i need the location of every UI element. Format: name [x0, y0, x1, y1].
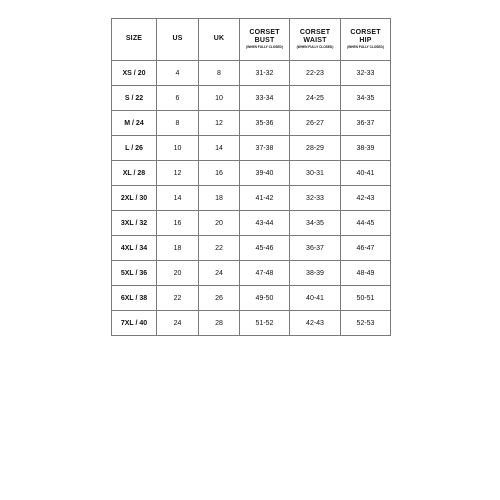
- size-cell: M / 24: [112, 111, 157, 136]
- hip-cell: 52-53: [341, 311, 391, 336]
- header-hip-line2: HIP: [359, 37, 372, 45]
- us-cell: 6: [157, 86, 199, 111]
- size-cell: XL / 28: [112, 161, 157, 186]
- hip-cell: 38-39: [341, 136, 391, 161]
- header-waist-line2: WAIST: [303, 37, 327, 45]
- uk-cell: 24: [199, 261, 240, 286]
- bust-cell: 49-50: [240, 286, 290, 311]
- hip-cell: 48-49: [341, 261, 391, 286]
- us-cell: 22: [157, 286, 199, 311]
- bust-cell: 51-52: [240, 311, 290, 336]
- uk-cell: 14: [199, 136, 240, 161]
- size-cell: 5XL / 36: [112, 261, 157, 286]
- waist-cell: 34-35: [290, 211, 341, 236]
- uk-cell: 26: [199, 286, 240, 311]
- size-cell: 4XL / 34: [112, 236, 157, 261]
- bust-cell: 43-44: [240, 211, 290, 236]
- table-row: [112, 161, 391, 186]
- waist-cell: 36-37: [290, 236, 341, 261]
- size-cell: S / 22: [112, 86, 157, 111]
- us-cell: 4: [157, 61, 199, 86]
- uk-cell: 16: [199, 161, 240, 186]
- hip-cell: 34-35: [341, 86, 391, 111]
- us-cell: 10: [157, 136, 199, 161]
- header-waist-line1: CORSET: [299, 29, 331, 37]
- waist-cell: 42-43: [290, 311, 341, 336]
- table-row: [112, 136, 391, 161]
- bust-cell: 35-36: [240, 111, 290, 136]
- bust-cell: 41-42: [240, 186, 290, 211]
- waist-cell: 26-27: [290, 111, 341, 136]
- table-row: [112, 61, 391, 86]
- uk-cell: 8: [199, 61, 240, 86]
- header-us: US: [157, 19, 199, 61]
- uk-cell: 20: [199, 211, 240, 236]
- table-header: [112, 19, 391, 61]
- header-corset-bust: [240, 19, 290, 61]
- size-cell: 2XL / 30: [112, 186, 157, 211]
- uk-cell: 10: [199, 86, 240, 111]
- header-corset-waist: [290, 19, 341, 61]
- waist-cell: 40-41: [290, 286, 341, 311]
- header-bust-line2: BUST: [254, 37, 275, 45]
- us-cell: 12: [157, 161, 199, 186]
- bust-cell: 33-34: [240, 86, 290, 111]
- header-corset-hip: [341, 19, 391, 61]
- table-row: [112, 261, 391, 286]
- header-bust-note: (WHEN FULLY CLOSED): [246, 45, 283, 50]
- hip-cell: 32-33: [341, 61, 391, 86]
- waist-cell: 22-23: [290, 61, 341, 86]
- header-row: [112, 19, 391, 61]
- uk-cell: 12: [199, 111, 240, 136]
- uk-cell: 22: [199, 236, 240, 261]
- uk-cell: 28: [199, 311, 240, 336]
- hip-cell: 44-45: [341, 211, 391, 236]
- size-cell: 7XL / 40: [112, 311, 157, 336]
- table-row: [112, 186, 391, 211]
- header-size: SIZE: [112, 19, 157, 61]
- waist-cell: 28-29: [290, 136, 341, 161]
- hip-cell: 40-41: [341, 161, 391, 186]
- hip-cell: 50-51: [341, 286, 391, 311]
- table-row: [112, 86, 391, 111]
- us-cell: 14: [157, 186, 199, 211]
- size-cell: 6XL / 38: [112, 286, 157, 311]
- us-cell: 24: [157, 311, 199, 336]
- table-row: [112, 311, 391, 336]
- bust-cell: 31-32: [240, 61, 290, 86]
- bust-cell: 37-38: [240, 136, 290, 161]
- table-body: [112, 61, 391, 336]
- us-cell: 8: [157, 111, 199, 136]
- header-bust-line1: CORSET: [249, 29, 280, 37]
- us-cell: 18: [157, 236, 199, 261]
- header-uk: UK: [199, 19, 240, 61]
- waist-cell: 32-33: [290, 186, 341, 211]
- size-cell: L / 26: [112, 136, 157, 161]
- size-chart-table: [111, 18, 391, 336]
- us-cell: 20: [157, 261, 199, 286]
- waist-cell: 30-31: [290, 161, 341, 186]
- hip-cell: 46-47: [341, 236, 391, 261]
- uk-cell: 18: [199, 186, 240, 211]
- waist-cell: 38-39: [290, 261, 341, 286]
- table-row: [112, 111, 391, 136]
- header-hip-note: (WHEN FULLY CLOSED): [347, 45, 384, 50]
- table-row: [112, 286, 391, 311]
- table-row: [112, 236, 391, 261]
- size-cell: XS / 20: [112, 61, 157, 86]
- size-cell: 3XL / 32: [112, 211, 157, 236]
- header-waist-note: (WHEN FULLY CLOSED): [296, 45, 334, 50]
- bust-cell: 45-46: [240, 236, 290, 261]
- us-cell: 16: [157, 211, 199, 236]
- table-row: [112, 211, 391, 236]
- waist-cell: 24-25: [290, 86, 341, 111]
- bust-cell: 47-48: [240, 261, 290, 286]
- hip-cell: 42-43: [341, 186, 391, 211]
- hip-cell: 36-37: [341, 111, 391, 136]
- header-hip-line1: CORSET: [350, 29, 381, 37]
- bust-cell: 39-40: [240, 161, 290, 186]
